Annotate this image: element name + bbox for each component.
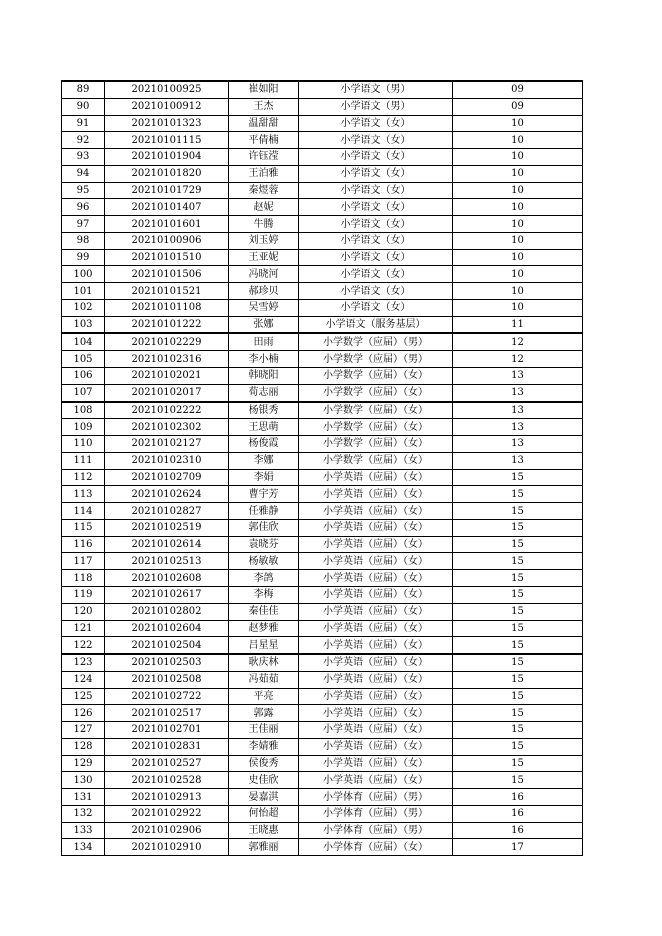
table-row — [62, 351, 583, 368]
exam-id-cell: 20210102316 — [105, 351, 229, 368]
name-cell: 杨银秀 — [229, 402, 299, 419]
exam-id-cell: 20210102608 — [105, 570, 229, 587]
table-row — [62, 132, 583, 149]
row-number-cell: 114 — [62, 503, 105, 520]
row-number-cell: 133 — [62, 822, 105, 839]
row-number-cell: 113 — [62, 486, 105, 503]
table-row — [62, 299, 583, 316]
name-cell: 晏嘉淇 — [229, 789, 299, 806]
name-cell: 赵妮 — [229, 199, 299, 216]
row-number-cell: 128 — [62, 738, 105, 755]
position-cell: 小学英语（应届）（女） — [299, 738, 453, 755]
group-code-cell: 15 — [453, 688, 583, 705]
name-cell: 李娟 — [229, 469, 299, 486]
exam-id-cell: 20210102508 — [105, 671, 229, 688]
row-number-cell: 118 — [62, 570, 105, 587]
table-row — [62, 654, 583, 671]
group-code-cell: 13 — [453, 419, 583, 436]
table-row — [62, 436, 583, 453]
name-cell: 李小楠 — [229, 351, 299, 368]
position-cell: 小学数学（应届）（女） — [299, 402, 453, 419]
row-number-cell: 89 — [62, 81, 105, 98]
position-cell: 小学英语（应届）（女） — [299, 620, 453, 637]
row-number-cell: 105 — [62, 351, 105, 368]
row-number-cell: 90 — [62, 98, 105, 115]
row-number-cell: 129 — [62, 755, 105, 772]
table-row — [62, 603, 583, 620]
name-cell: 任雅静 — [229, 503, 299, 520]
exam-id-cell: 20210102906 — [105, 822, 229, 839]
name-cell: 史佳欣 — [229, 772, 299, 789]
table-row — [62, 519, 583, 536]
group-code-cell: 15 — [453, 486, 583, 503]
exam-id-cell: 20210102513 — [105, 553, 229, 570]
row-number-cell: 116 — [62, 536, 105, 553]
name-cell: 杨俊霞 — [229, 436, 299, 453]
group-code-cell: 15 — [453, 603, 583, 620]
table-row — [62, 115, 583, 132]
position-cell: 小学体育（应届）（男） — [299, 822, 453, 839]
table-row — [62, 266, 583, 283]
position-cell: 小学语文（女） — [299, 232, 453, 249]
name-cell: 崔如阳 — [229, 81, 299, 98]
group-code-cell: 10 — [453, 149, 583, 166]
exam-id-cell: 20210100912 — [105, 98, 229, 115]
exam-id-cell: 20210101601 — [105, 216, 229, 233]
name-cell: 郭露 — [229, 705, 299, 722]
row-number-cell: 107 — [62, 384, 105, 401]
row-number-cell: 109 — [62, 419, 105, 436]
position-cell: 小学英语（应届）（女） — [299, 705, 453, 722]
table-row — [62, 316, 583, 333]
table-row — [62, 503, 583, 520]
position-cell: 小学语文（女） — [299, 165, 453, 182]
position-cell: 小学英语（应届）（女） — [299, 553, 453, 570]
row-number-cell: 96 — [62, 199, 105, 216]
name-cell: 王思萌 — [229, 419, 299, 436]
name-cell: 田雨 — [229, 333, 299, 350]
exam-id-cell: 20210102831 — [105, 738, 229, 755]
row-number-cell: 91 — [62, 115, 105, 132]
exam-id-cell: 20210101820 — [105, 165, 229, 182]
name-cell: 郭雅丽 — [229, 839, 299, 856]
group-code-cell: 16 — [453, 789, 583, 806]
table-row — [62, 216, 583, 233]
group-code-cell: 15 — [453, 519, 583, 536]
table-row — [62, 536, 583, 553]
name-cell: 许钰滢 — [229, 149, 299, 166]
group-code-cell: 09 — [453, 98, 583, 115]
exam-id-cell: 20210102709 — [105, 469, 229, 486]
name-cell: 王杰 — [229, 98, 299, 115]
exam-id-cell: 20210101506 — [105, 266, 229, 283]
table-row — [62, 738, 583, 755]
name-cell: 王佳丽 — [229, 722, 299, 739]
table-row — [62, 232, 583, 249]
group-code-cell: 16 — [453, 805, 583, 822]
name-cell: 刘玉婷 — [229, 232, 299, 249]
group-code-cell: 10 — [453, 216, 583, 233]
position-cell: 小学英语（应届）（女） — [299, 722, 453, 739]
name-cell: 袁晓芬 — [229, 536, 299, 553]
position-cell: 小学语文（女） — [299, 182, 453, 199]
row-number-cell: 124 — [62, 671, 105, 688]
position-cell: 小学英语（应届）（女） — [299, 536, 453, 553]
exam-id-cell: 20210102302 — [105, 419, 229, 436]
group-code-cell: 15 — [453, 570, 583, 587]
row-number-cell: 98 — [62, 232, 105, 249]
row-number-cell: 127 — [62, 722, 105, 739]
exam-id-cell: 20210102827 — [105, 503, 229, 520]
exam-id-cell: 20210102722 — [105, 688, 229, 705]
position-cell: 小学英语（应届）（女） — [299, 755, 453, 772]
table-row — [62, 688, 583, 705]
row-number-cell: 108 — [62, 402, 105, 419]
table-row — [62, 805, 583, 822]
row-number-cell: 120 — [62, 603, 105, 620]
name-cell: 王亚妮 — [229, 249, 299, 266]
table-row — [62, 722, 583, 739]
group-code-cell: 13 — [453, 436, 583, 453]
name-cell: 吕星星 — [229, 637, 299, 654]
row-number-cell: 117 — [62, 553, 105, 570]
group-code-cell: 15 — [453, 722, 583, 739]
exam-id-cell: 20210101323 — [105, 115, 229, 132]
name-cell: 冯晓河 — [229, 266, 299, 283]
position-cell: 小学数学（应届）（女） — [299, 419, 453, 436]
row-number-cell: 106 — [62, 368, 105, 385]
group-code-cell: 10 — [453, 199, 583, 216]
exam-id-cell: 20210101222 — [105, 316, 229, 333]
group-code-cell: 10 — [453, 266, 583, 283]
table-row — [62, 368, 583, 385]
exam-id-cell: 20210101521 — [105, 283, 229, 300]
table-row — [62, 81, 583, 98]
group-code-cell: 15 — [453, 536, 583, 553]
row-number-cell: 112 — [62, 469, 105, 486]
row-number-cell: 130 — [62, 772, 105, 789]
table-row — [62, 98, 583, 115]
exam-id-cell: 20210102519 — [105, 519, 229, 536]
name-cell: 温甜甜 — [229, 115, 299, 132]
name-cell: 李鸽 — [229, 570, 299, 587]
exam-id-cell: 20210102310 — [105, 452, 229, 469]
exam-id-cell: 20210102222 — [105, 402, 229, 419]
name-cell: 郭佳欣 — [229, 519, 299, 536]
exam-id-cell: 20210102527 — [105, 755, 229, 772]
row-number-cell: 93 — [62, 149, 105, 166]
group-code-cell: 15 — [453, 620, 583, 637]
name-cell: 吴雪婷 — [229, 299, 299, 316]
group-code-cell: 13 — [453, 452, 583, 469]
name-cell: 王晓惠 — [229, 822, 299, 839]
table-row — [62, 384, 583, 401]
group-code-cell: 11 — [453, 316, 583, 333]
position-cell: 小学英语（应届）（女） — [299, 671, 453, 688]
group-code-cell: 15 — [453, 738, 583, 755]
position-cell: 小学语文（女） — [299, 216, 453, 233]
exam-id-cell: 20210100906 — [105, 232, 229, 249]
table-row — [62, 149, 583, 166]
position-cell: 小学英语（应届）（女） — [299, 637, 453, 654]
exam-id-cell: 20210102913 — [105, 789, 229, 806]
exam-id-cell: 20210102503 — [105, 654, 229, 671]
position-cell: 小学数学（应届）（女） — [299, 452, 453, 469]
exam-id-cell: 20210102021 — [105, 368, 229, 385]
group-code-cell: 13 — [453, 368, 583, 385]
name-cell: 李梅 — [229, 586, 299, 603]
table-row — [62, 199, 583, 216]
group-code-cell: 15 — [453, 654, 583, 671]
position-cell: 小学语文（女） — [299, 266, 453, 283]
table-row — [62, 570, 583, 587]
exam-id-cell: 20210101407 — [105, 199, 229, 216]
name-cell: 李婧雅 — [229, 738, 299, 755]
exam-id-cell: 20210102910 — [105, 839, 229, 856]
table-row — [62, 586, 583, 603]
name-cell: 郝珍贝 — [229, 283, 299, 300]
group-code-cell: 15 — [453, 755, 583, 772]
group-code-cell: 15 — [453, 671, 583, 688]
position-cell: 小学语文（女） — [299, 149, 453, 166]
position-cell: 小学语文（男） — [299, 81, 453, 98]
name-cell: 张娜 — [229, 316, 299, 333]
name-cell: 韩晓阳 — [229, 368, 299, 385]
exam-id-cell: 20210101729 — [105, 182, 229, 199]
table-row — [62, 553, 583, 570]
row-number-cell: 103 — [62, 316, 105, 333]
row-number-cell: 132 — [62, 805, 105, 822]
exam-id-cell: 20210101115 — [105, 132, 229, 149]
position-cell: 小学英语（应届）（女） — [299, 570, 453, 587]
table-body — [62, 81, 583, 856]
table-row — [62, 637, 583, 654]
table-row — [62, 486, 583, 503]
table-row — [62, 249, 583, 266]
table-row — [62, 452, 583, 469]
table-row — [62, 822, 583, 839]
group-code-cell: 10 — [453, 132, 583, 149]
exam-id-cell: 20210102504 — [105, 637, 229, 654]
name-cell: 平亮 — [229, 688, 299, 705]
row-number-cell: 110 — [62, 436, 105, 453]
exam-id-cell: 20210102517 — [105, 705, 229, 722]
row-number-cell: 111 — [62, 452, 105, 469]
position-cell: 小学数学（应届）（女） — [299, 368, 453, 385]
exam-id-cell: 20210102922 — [105, 805, 229, 822]
group-code-cell: 15 — [453, 772, 583, 789]
row-number-cell: 99 — [62, 249, 105, 266]
group-code-cell: 10 — [453, 249, 583, 266]
position-cell: 小学数学（应届）（女） — [299, 384, 453, 401]
exam-id-cell: 20210102624 — [105, 486, 229, 503]
exam-id-cell: 20210102617 — [105, 586, 229, 603]
row-number-cell: 115 — [62, 519, 105, 536]
position-cell: 小学英语（应届）（女） — [299, 772, 453, 789]
position-cell: 小学语文（女） — [299, 283, 453, 300]
table-row — [62, 755, 583, 772]
table-row — [62, 620, 583, 637]
row-number-cell: 94 — [62, 165, 105, 182]
group-code-cell: 12 — [453, 333, 583, 350]
table-row — [62, 671, 583, 688]
table-row — [62, 419, 583, 436]
table-row — [62, 283, 583, 300]
row-number-cell: 131 — [62, 789, 105, 806]
position-cell: 小学英语（应届）（女） — [299, 688, 453, 705]
table-row — [62, 705, 583, 722]
group-code-cell: 15 — [453, 637, 583, 654]
group-code-cell: 16 — [453, 822, 583, 839]
name-cell: 王泊雅 — [229, 165, 299, 182]
position-cell: 小学体育（应届）（女） — [299, 839, 453, 856]
position-cell: 小学体育（应届）（男） — [299, 789, 453, 806]
table-row — [62, 333, 583, 350]
result-table — [61, 80, 583, 856]
exam-id-cell: 20210102701 — [105, 722, 229, 739]
row-number-cell: 126 — [62, 705, 105, 722]
position-cell: 小学数学（应届）（男） — [299, 333, 453, 350]
row-number-cell: 100 — [62, 266, 105, 283]
name-cell: 杨敏敏 — [229, 553, 299, 570]
position-cell: 小学英语（应届）（女） — [299, 486, 453, 503]
exam-id-cell: 20210101510 — [105, 249, 229, 266]
group-code-cell: 15 — [453, 586, 583, 603]
row-number-cell: 92 — [62, 132, 105, 149]
position-cell: 小学语文（女） — [299, 299, 453, 316]
table-row — [62, 772, 583, 789]
row-number-cell: 104 — [62, 333, 105, 350]
group-code-cell: 15 — [453, 553, 583, 570]
name-cell: 秦佳佳 — [229, 603, 299, 620]
row-number-cell: 123 — [62, 654, 105, 671]
exam-id-cell: 20210101108 — [105, 299, 229, 316]
exam-id-cell: 20210101904 — [105, 149, 229, 166]
position-cell: 小学语文（女） — [299, 249, 453, 266]
name-cell: 牛腾 — [229, 216, 299, 233]
position-cell: 小学英语（应届）（女） — [299, 586, 453, 603]
exam-id-cell: 20210100925 — [105, 81, 229, 98]
group-code-cell: 13 — [453, 384, 583, 401]
name-cell: 何怡超 — [229, 805, 299, 822]
group-code-cell: 10 — [453, 182, 583, 199]
group-code-cell: 13 — [453, 402, 583, 419]
position-cell: 小学数学（应届）（男） — [299, 351, 453, 368]
name-cell: 冯茹茹 — [229, 671, 299, 688]
position-cell: 小学数学（应届）（女） — [299, 436, 453, 453]
exam-id-cell: 20210102604 — [105, 620, 229, 637]
name-cell: 秦煜蓉 — [229, 182, 299, 199]
row-number-cell: 125 — [62, 688, 105, 705]
table-row — [62, 839, 583, 856]
name-cell: 曹宇芳 — [229, 486, 299, 503]
group-code-cell: 10 — [453, 115, 583, 132]
group-code-cell: 15 — [453, 469, 583, 486]
position-cell: 小学英语（应届）（女） — [299, 469, 453, 486]
group-code-cell: 10 — [453, 165, 583, 182]
position-cell: 小学语文（男） — [299, 98, 453, 115]
table-row — [62, 182, 583, 199]
position-cell: 小学语文（女） — [299, 115, 453, 132]
table-row — [62, 165, 583, 182]
group-code-cell: 10 — [453, 299, 583, 316]
position-cell: 小学英语（应届）（女） — [299, 654, 453, 671]
group-code-cell: 10 — [453, 283, 583, 300]
name-cell: 李娜 — [229, 452, 299, 469]
table-row — [62, 469, 583, 486]
group-code-cell: 17 — [453, 839, 583, 856]
row-number-cell: 97 — [62, 216, 105, 233]
position-cell: 小学英语（应届）（女） — [299, 503, 453, 520]
row-number-cell: 95 — [62, 182, 105, 199]
row-number-cell: 101 — [62, 283, 105, 300]
position-cell: 小学语文（服务基层） — [299, 316, 453, 333]
row-number-cell: 121 — [62, 620, 105, 637]
table-row — [62, 402, 583, 419]
group-code-cell: 15 — [453, 503, 583, 520]
group-code-cell: 10 — [453, 232, 583, 249]
position-cell: 小学英语（应届）（女） — [299, 603, 453, 620]
exam-id-cell: 20210102127 — [105, 436, 229, 453]
group-code-cell: 15 — [453, 705, 583, 722]
exam-id-cell: 20210102614 — [105, 536, 229, 553]
name-cell: 平倩楠 — [229, 132, 299, 149]
name-cell: 赵梦雅 — [229, 620, 299, 637]
position-cell: 小学体育（应届）（男） — [299, 805, 453, 822]
exam-id-cell: 20210102528 — [105, 772, 229, 789]
exam-id-cell: 20210102802 — [105, 603, 229, 620]
exam-id-cell: 20210102017 — [105, 384, 229, 401]
name-cell: 荀志丽 — [229, 384, 299, 401]
position-cell: 小学英语（应届）（女） — [299, 519, 453, 536]
group-code-cell: 09 — [453, 81, 583, 98]
row-number-cell: 134 — [62, 839, 105, 856]
group-code-cell: 12 — [453, 351, 583, 368]
row-number-cell: 102 — [62, 299, 105, 316]
position-cell: 小学语文（女） — [299, 132, 453, 149]
exam-id-cell: 20210102229 — [105, 333, 229, 350]
table-row — [62, 789, 583, 806]
position-cell: 小学语文（女） — [299, 199, 453, 216]
row-number-cell: 119 — [62, 586, 105, 603]
name-cell: 耿庆林 — [229, 654, 299, 671]
name-cell: 侯俊秀 — [229, 755, 299, 772]
row-number-cell: 122 — [62, 637, 105, 654]
